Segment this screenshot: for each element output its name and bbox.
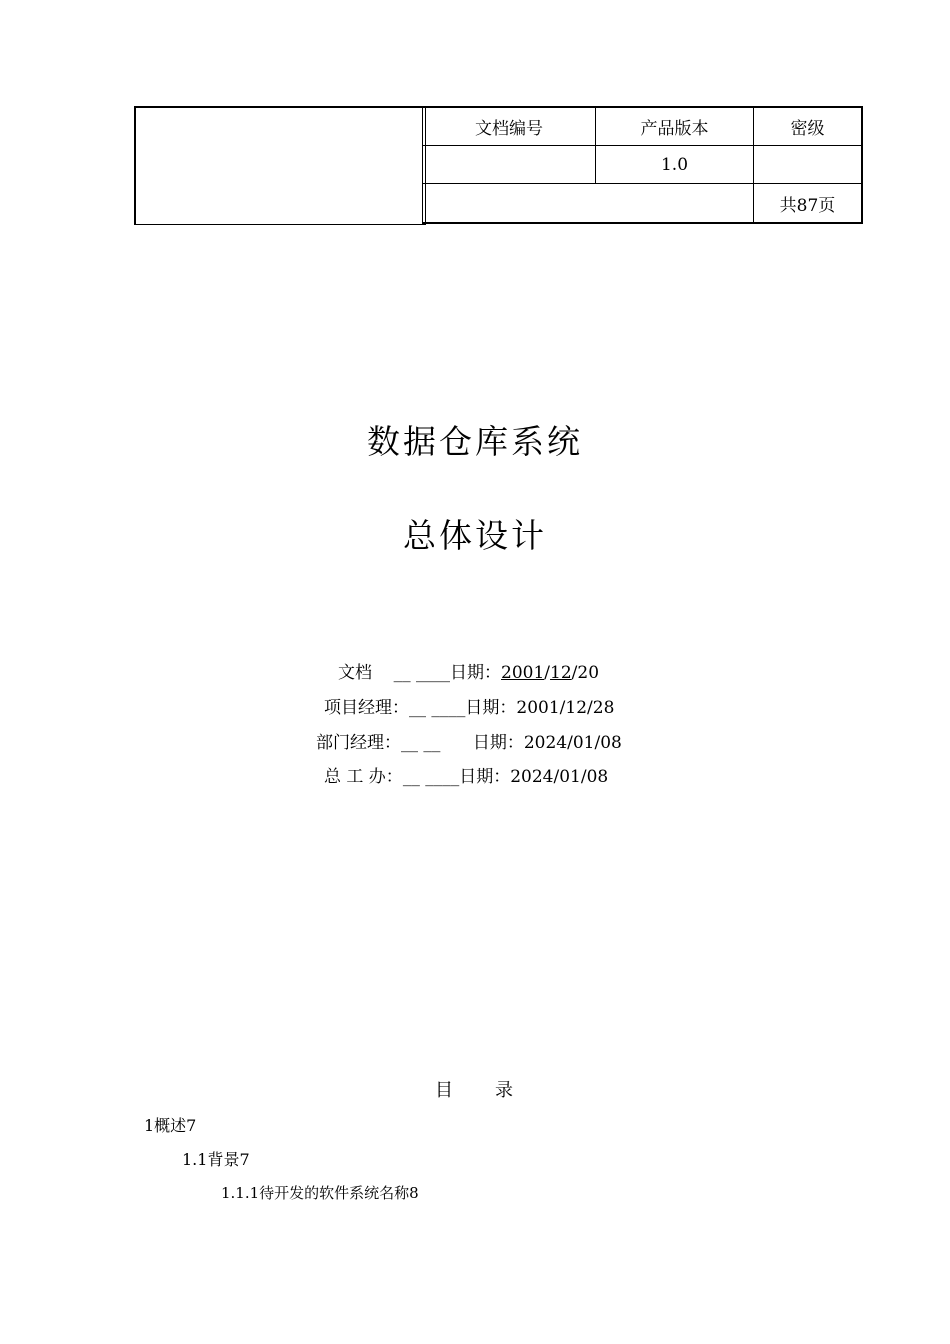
signature-date-label: 日期： [450, 663, 502, 683]
signature-blank: __ ____ [409, 698, 466, 718]
signature-row-department-manager [316, 728, 676, 753]
product-version-value: 1.0 [595, 145, 754, 184]
toc-item[interactable]: 1.1.1待开发的软件系统名称8 [221, 1184, 419, 1202]
signature-date-sep: / [571, 663, 578, 683]
signature-blank: __ ____ [393, 663, 451, 683]
signature-date-label: 日期： [472, 733, 524, 753]
signature-date: 2001/12/28 [516, 698, 615, 718]
signature-date-label: 日期： [459, 767, 511, 787]
signature-date: 2024/01/08 [523, 733, 622, 753]
signature-row-project-manager [324, 693, 684, 718]
signature-date-label: 日期： [465, 698, 517, 718]
blank-footer-cell [422, 183, 754, 224]
product-version-header: 产品版本 [595, 106, 754, 146]
toc-title [0, 1076, 950, 1102]
toc-item[interactable]: 1概述7 [144, 1116, 197, 1135]
page-count: 共87页 [753, 183, 863, 224]
toc-item[interactable]: 1.1背景7 [182, 1150, 250, 1169]
signature-date-year: 2001 [501, 663, 545, 683]
toc-title-char: 目 [435, 1080, 455, 1101]
security-level-value [753, 145, 863, 184]
signature-date-sep: / [544, 663, 551, 683]
signature-role: 部门经理： [316, 733, 401, 753]
main-title: 数据仓库系统 [367, 422, 583, 461]
signature-role: 总 工 办： [324, 767, 403, 787]
signature-date-month: 12 [550, 663, 572, 683]
signature-date: 2024/01/08 [510, 767, 609, 787]
signature-blank: __ ____ [402, 767, 460, 787]
document-info-table [134, 106, 863, 224]
signature-blank: __ __ [401, 733, 441, 753]
doc-number-header: 文档编号 [422, 106, 596, 146]
signature-row-document [338, 658, 698, 683]
signature-date-day: 20 [577, 663, 600, 683]
sub-title: 总体设计 [403, 516, 547, 555]
signature-row-chief-engineer-office [324, 762, 684, 787]
toc-title-char: 录 [495, 1080, 515, 1101]
blank-logo-cell [134, 106, 426, 225]
security-level-header: 密级 [753, 106, 863, 146]
signature-role: 项目经理： [324, 698, 409, 718]
doc-number-value [422, 145, 596, 184]
signature-role: 文档 [338, 663, 372, 683]
